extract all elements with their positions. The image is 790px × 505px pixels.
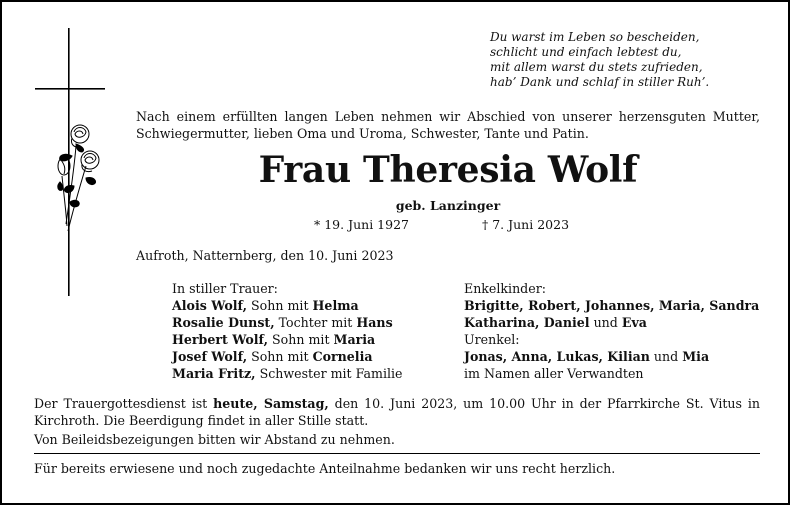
mourner-name: Alois Wolf, (172, 298, 248, 313)
divider (34, 453, 760, 454)
poem-line: mit allem warst du stets zufrieden, (490, 60, 703, 74)
mourner-entry (172, 365, 403, 382)
mourner-partner: Maria (333, 332, 376, 347)
intro-text: Nach einem erfüllten langen Leben nehmen wir Abschied von unserer herzensguten Mutter, Schwiegermutter, lieben Oma und Uroma, Schwester, Tante und Patin. (136, 109, 760, 141)
poem-line: schlicht und einfach lebtest du, (490, 45, 682, 59)
mourner-relation: Sohn mit (268, 332, 334, 347)
mourners-list (172, 280, 403, 382)
mourner-name: Herbert Wolf, (172, 332, 269, 347)
great-grandchildren-heading: Urenkel: (464, 332, 520, 347)
great-grandchildren-names: Jonas, Anna, Lukas, Kilian (464, 349, 650, 364)
conjunction: und (589, 315, 622, 330)
thanks-note: Für bereits erwiesene und noch zugedachte Anteilnahme bedanken wir uns recht herzlich. (34, 461, 616, 476)
closing-line: im Namen aller Verwandten (464, 366, 644, 381)
place-date: Aufroth, Natternberg, den 10. Juni 2023 (136, 248, 394, 263)
mourner-partner: Helma (312, 298, 359, 313)
mourner-entry (172, 297, 403, 314)
deceased-name: Frau Theresia Wolf (258, 149, 638, 191)
great-grandchildren-name: Mia (682, 349, 710, 364)
mourner-partner: Cornelia (312, 349, 373, 364)
cross-icon (30, 26, 116, 298)
poem-line: Du warst im Leben so bescheiden, (490, 30, 700, 44)
mourner-name: Maria Fritz, (172, 366, 256, 381)
mourner-relation: Sohn mit (247, 349, 313, 364)
roses-icon (58, 125, 99, 231)
mourner-relation: Sohn mit (247, 298, 313, 313)
maiden-name: geb. Lanzinger (395, 198, 501, 213)
mourner-name: Josef Wolf, (172, 349, 248, 364)
birth-date: * 19. Juni 1927 (314, 217, 409, 232)
great-grandchildren-line (464, 348, 759, 365)
condolence-note: Von Beileidsbezeigungen bitten wir Abstand zu nehmen. (34, 432, 395, 447)
poem-line: hab’ Dank und schlaf in stiller Ruh’. (490, 75, 710, 89)
mourner-entry (172, 348, 403, 365)
death-date: † 7. Juni 2023 (482, 217, 570, 232)
grandchildren-names: Katharina, Daniel (464, 315, 590, 330)
mourner-entry (172, 314, 403, 331)
mourner-partner: Hans (356, 315, 393, 330)
service-info: Der Trauergottesdienst ist heute, Samstag, den 10. Juni 2023, um 10.00 Uhr in der Pfarrkirche St. Vitus in Kirchroth. Die Beerdigung findet in aller Stille statt. (34, 396, 760, 428)
grandchildren-names: Brigitte, Robert, Johannes, Maria, Sandra (464, 298, 760, 313)
mourner-relation: Schwester mit Familie (255, 366, 403, 381)
grandchildren-heading: Enkelkinder: (464, 281, 546, 296)
mourners-heading: In stiller Trauer: (172, 281, 278, 296)
mourner-relation: Tochter mit (274, 315, 357, 330)
grandchildren-name: Eva (621, 315, 647, 330)
mourner-entry (172, 331, 403, 348)
service-day: heute, Samstag, (213, 396, 329, 411)
grandchildren-list (464, 280, 759, 382)
poem (490, 30, 762, 90)
grandchildren-line (464, 314, 759, 331)
mourner-name: Rosalie Dunst, (172, 315, 275, 330)
conjunction: und (649, 349, 683, 364)
